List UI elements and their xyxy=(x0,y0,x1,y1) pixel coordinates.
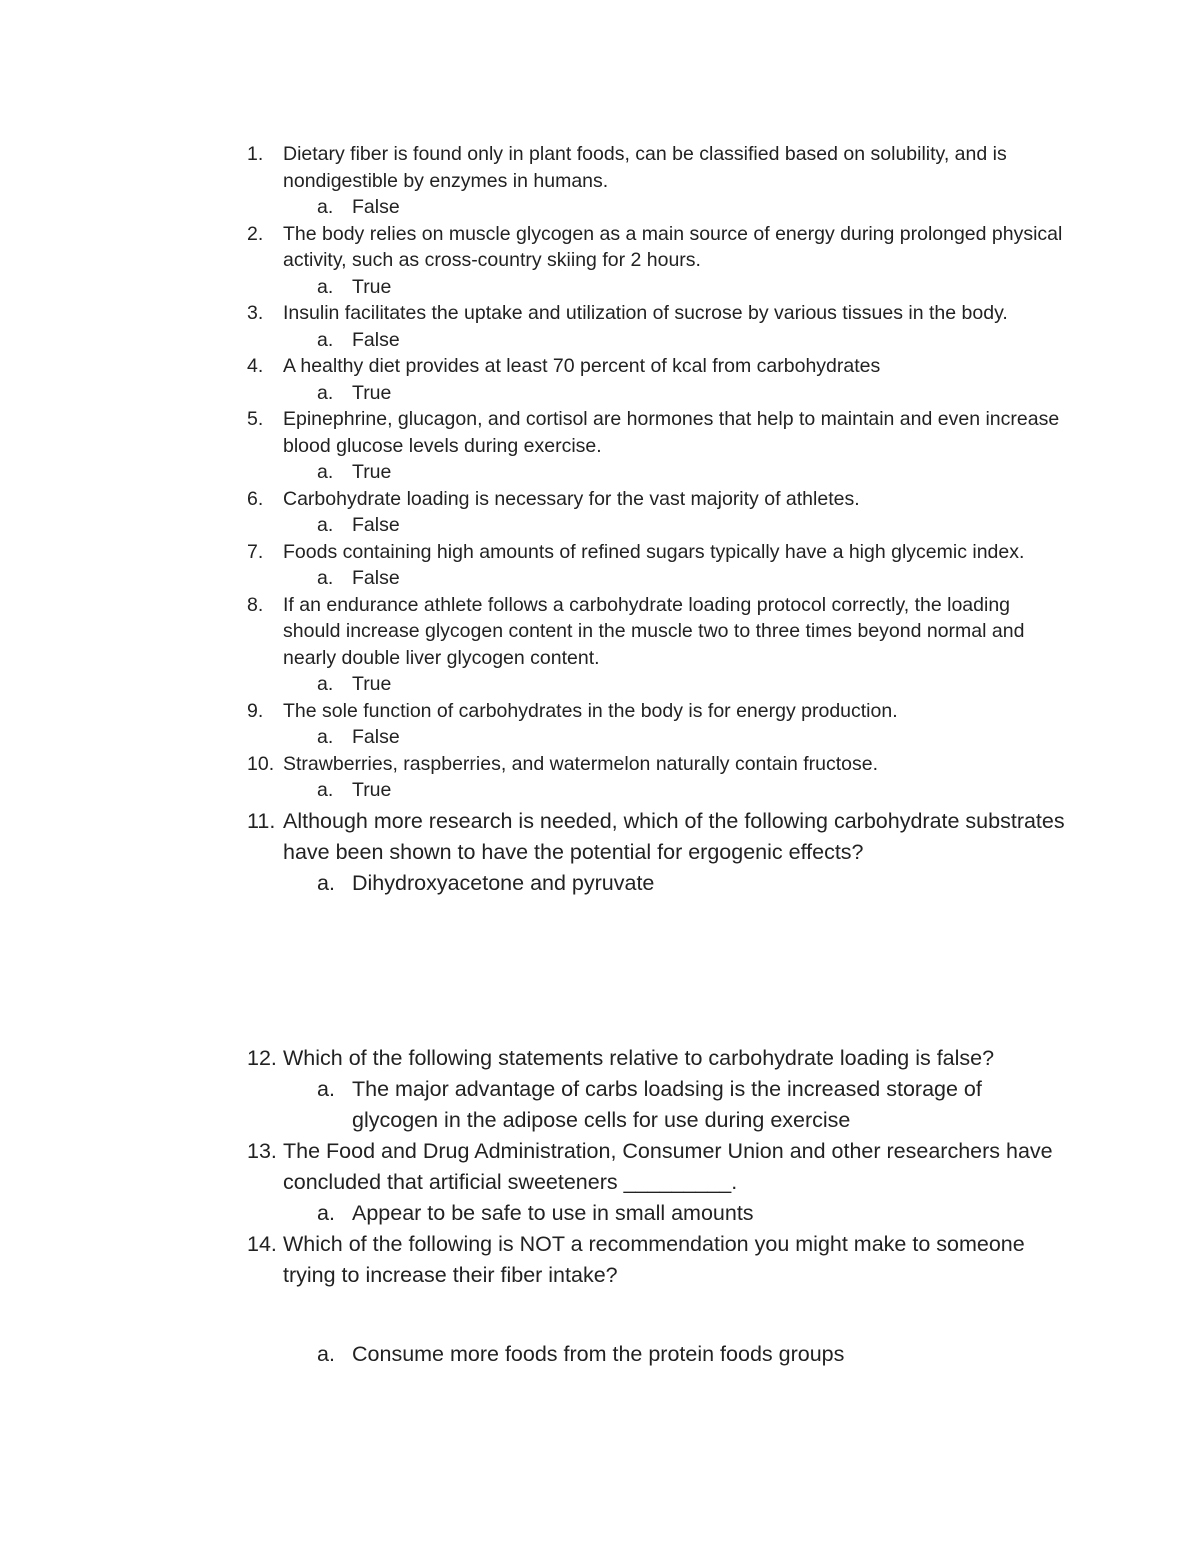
answer-7 xyxy=(317,565,1067,592)
question-9 xyxy=(247,698,1067,725)
question-text: Foods containing high amounts of refined sugars typically have a high glycemic index. xyxy=(283,540,1025,563)
question-14 xyxy=(247,1229,1067,1291)
answer-2 xyxy=(317,274,1067,301)
question-11 xyxy=(247,806,1067,868)
question-text: Carbohydrate loading is necessary for the vast majority of athletes. xyxy=(283,487,860,510)
answer-text: Consume more foods from the protein foods groups xyxy=(352,1342,845,1366)
question-1 xyxy=(247,141,1067,194)
question-number: 4. xyxy=(247,355,264,377)
question-text: The Food and Drug Administration, Consumer Union and other researchers have concluded that artificial sweeteners _________. xyxy=(283,1139,1053,1194)
answer-text: Appear to be safe to use in small amounts xyxy=(352,1201,754,1225)
answer-letter: a. xyxy=(317,275,334,298)
answer-letter: a. xyxy=(317,381,334,404)
answer-letter: a. xyxy=(317,1201,335,1225)
answer-letter: a. xyxy=(317,673,334,695)
question-text: Which of the following is NOT a recommendation you might make to someone trying to increase their fiber intake? xyxy=(283,1232,1025,1287)
answer-9 xyxy=(317,724,1067,751)
question-block-2 xyxy=(247,1043,1067,1370)
answer-6 xyxy=(317,512,1067,539)
question-2 xyxy=(247,221,1067,274)
answer-letter: a. xyxy=(317,567,334,589)
question-number: 3. xyxy=(247,302,264,324)
question-3 xyxy=(247,300,1067,327)
question-text: Which of the following statements relative to carbohydrate loading is false? xyxy=(283,1046,995,1070)
question-10 xyxy=(247,751,1067,778)
question-number: 5. xyxy=(247,408,264,430)
answer-letter: a. xyxy=(317,870,335,895)
answer-3 xyxy=(317,327,1067,354)
answer-text: False xyxy=(352,196,400,218)
question-number: 12. xyxy=(247,1046,277,1070)
answer-text: True xyxy=(352,779,392,801)
question-12 xyxy=(247,1043,1067,1074)
question-number: 9. xyxy=(247,699,264,722)
answer-letter: a. xyxy=(317,328,334,351)
question-text: The sole function of carbohydrates in the body is for energy production. xyxy=(283,699,898,722)
answer-1 xyxy=(317,194,1067,221)
answer-text: False xyxy=(352,328,400,351)
answer-13 xyxy=(317,1198,1067,1229)
answer-text: Dihydroxyacetone and pyruvate xyxy=(352,870,655,895)
question-number: 8. xyxy=(247,593,264,616)
answer-10 xyxy=(317,777,1067,804)
question-number: 7. xyxy=(247,540,264,563)
answer-12 xyxy=(317,1074,1067,1136)
answer-letter: a. xyxy=(317,1342,335,1366)
question-text: Epinephrine, glucagon, and cortisol are hormones that help to maintain and even increase blood glucose levels during exercise. xyxy=(283,408,1060,457)
answer-letter: a. xyxy=(317,514,334,536)
question-text: Dietary fiber is found only in plant foods, can be classified based on solubility, and is nondigestible by enzymes in humans. xyxy=(283,143,1007,192)
question-text: The body relies on muscle glycogen as a main source of energy during prolonged physical activity, such as cross-country skiing for 2 hours. xyxy=(283,222,1063,271)
answer-letter: a. xyxy=(317,726,334,748)
answer-letter: a. xyxy=(317,1077,335,1101)
question-number: 2. xyxy=(247,222,264,245)
answer-text: False xyxy=(352,726,400,748)
answer-text: False xyxy=(352,567,400,589)
question-4 xyxy=(247,353,1067,380)
question-text: Strawberries, raspberries, and watermelon naturally contain fructose. xyxy=(283,752,879,775)
answer-text: False xyxy=(352,514,400,536)
question-number: 10. xyxy=(247,752,275,775)
question-13 xyxy=(247,1136,1067,1198)
question-text: Although more research is needed, which of the following carbohydrate substrates have been shown to have the potential for ergogenic effects? xyxy=(283,808,1065,864)
question-8 xyxy=(247,592,1067,672)
answer-8 xyxy=(317,671,1067,698)
answer-text: True xyxy=(352,461,392,483)
question-text: Insulin facilitates the uptake and utilization of sucrose by various tissues in the body. xyxy=(283,302,1008,324)
question-number: 11. xyxy=(247,808,276,833)
question-6 xyxy=(247,486,1067,513)
question-number: 6. xyxy=(247,487,264,510)
question-7 xyxy=(247,539,1067,566)
question-block-1 xyxy=(247,141,1067,899)
question-number: 14. xyxy=(247,1232,277,1256)
answer-text: The major advantage of carbs loadsing is the increased storage of glycogen in the adipose cells for use during exercise xyxy=(352,1077,982,1132)
answer-letter: a. xyxy=(317,196,334,218)
answer-5 xyxy=(317,459,1067,486)
question-number: 1. xyxy=(247,143,264,165)
answer-letter: a. xyxy=(317,461,334,483)
answer-letter: a. xyxy=(317,779,334,801)
question-text: A healthy diet provides at least 70 percent of kcal from carbohydrates xyxy=(283,355,881,377)
spacer xyxy=(247,1291,1067,1339)
question-number: 13. xyxy=(247,1139,277,1163)
answer-text: True xyxy=(352,381,392,404)
answer-text: True xyxy=(352,275,392,298)
question-5 xyxy=(247,406,1067,459)
answer-4 xyxy=(317,380,1067,407)
answer-11 xyxy=(317,868,1067,899)
answer-14 xyxy=(317,1339,1067,1370)
answer-text: True xyxy=(352,673,392,695)
question-text: If an endurance athlete follows a carbohydrate loading protocol correctly, the loading should increase glycogen content in the muscle two to three times beyond normal and nearly double liver glycogen content. xyxy=(283,593,1025,669)
